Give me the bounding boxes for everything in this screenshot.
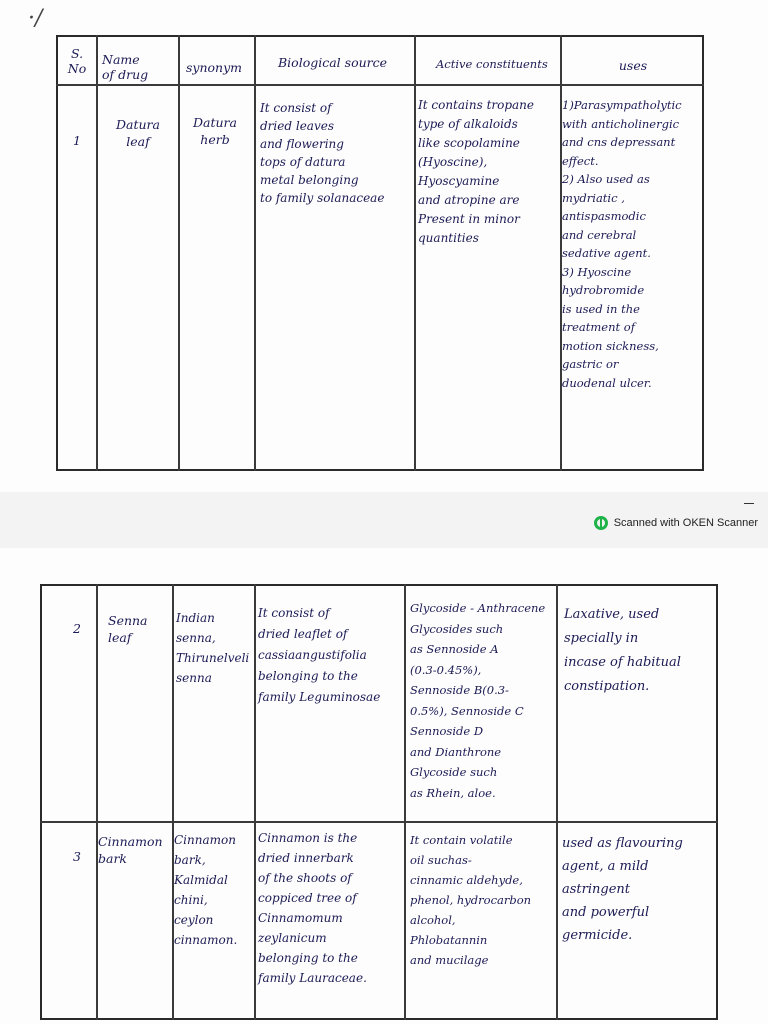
scanner-label: Scanned with OKEN Scanner bbox=[613, 517, 758, 529]
header-uses: uses bbox=[618, 58, 648, 73]
header-synonym: synonym bbox=[186, 60, 243, 75]
row2-drug-name: Senna leaf bbox=[108, 613, 148, 645]
row1-synonym: Datura herb bbox=[193, 115, 237, 147]
col-divider bbox=[254, 35, 256, 471]
header-biological-source: Biological source bbox=[278, 55, 388, 70]
row3-uses: used as flavouring agent, a mild astringent and powerful germicide. bbox=[562, 836, 683, 943]
row1-sno: 1 bbox=[73, 133, 81, 148]
col-divider bbox=[96, 35, 98, 471]
scan-mark bbox=[744, 503, 754, 504]
scanned-page-2 bbox=[0, 548, 768, 1024]
row2-biological-source: It consist of dried leaflet of cassiaangustifolia belonging to the family Leguminosae bbox=[258, 606, 381, 704]
row1-biological-source: It consist of dried leaves and flowering tops of datura metal belonging to family solanaceae bbox=[260, 101, 385, 205]
scanner-watermark bbox=[594, 516, 758, 530]
row2-uses: Laxative, used specially in incase of habitual constipation. bbox=[564, 607, 681, 694]
col-divider bbox=[254, 584, 256, 1020]
row3-drug-name: Cinnamon bark bbox=[98, 834, 163, 866]
row3-synonym: Cinnamon bark, Kalmidal chini, ceylon cinnamon. bbox=[174, 833, 238, 947]
row1-active-constituents: It contains tropane type of alkaloids like scopolamine (Hyoscine), Hyoscyamine and atropine are Present in minor quantities bbox=[418, 98, 535, 245]
row2-active-constituents: Glycoside - Anthracene Glycosides such as Sennoside A (0.3-0.45%), Sennoside B(0.3- 0.5%), Sennoside C Sennoside D and Dianthrone Glycoside such as Rhein, aloe. bbox=[410, 601, 546, 800]
row2-synonym: Indian senna, Thirunelveli senna bbox=[176, 611, 250, 685]
header-name-of-drug: Name of drug bbox=[102, 52, 149, 82]
row-divider bbox=[40, 821, 718, 823]
header-divider bbox=[56, 84, 704, 86]
margin-mark: ·/ bbox=[28, 6, 43, 31]
row3-sno: 3 bbox=[73, 849, 81, 864]
row1-drug-name: Datura leaf bbox=[116, 117, 160, 149]
row3-active-constituents: It contain volatile oil suchas- cinnamic aldehyde, phenol, hydrocarbon alcohol, Phlobatannin and mucilage bbox=[410, 833, 532, 967]
scanned-page-1 bbox=[0, 0, 768, 492]
col-divider bbox=[178, 35, 180, 471]
col-divider bbox=[96, 584, 98, 1020]
col-divider bbox=[556, 584, 558, 1020]
col-divider bbox=[172, 584, 174, 1020]
row3-biological-source: Cinnamon is the dried innerbark of the shoots of coppiced tree of Cinnamomum zeylanicum belonging to the family Lauraceae. bbox=[258, 831, 367, 985]
header-sno: S. No bbox=[67, 46, 87, 76]
row1-uses: 1)Parasympatholytic with anticholinergic and cns depressant effect. 2) Also used as mydriatic , antispasmodic and cerebral sedative agent. 3) Hyoscine hydrobromide is used in the treatment of motion sickness, gastric or duodenal ulcer. bbox=[562, 98, 682, 390]
header-active-constituents: Active constituents bbox=[436, 57, 548, 71]
row2-sno: 2 bbox=[73, 621, 81, 636]
scanner-logo-icon bbox=[594, 516, 608, 530]
